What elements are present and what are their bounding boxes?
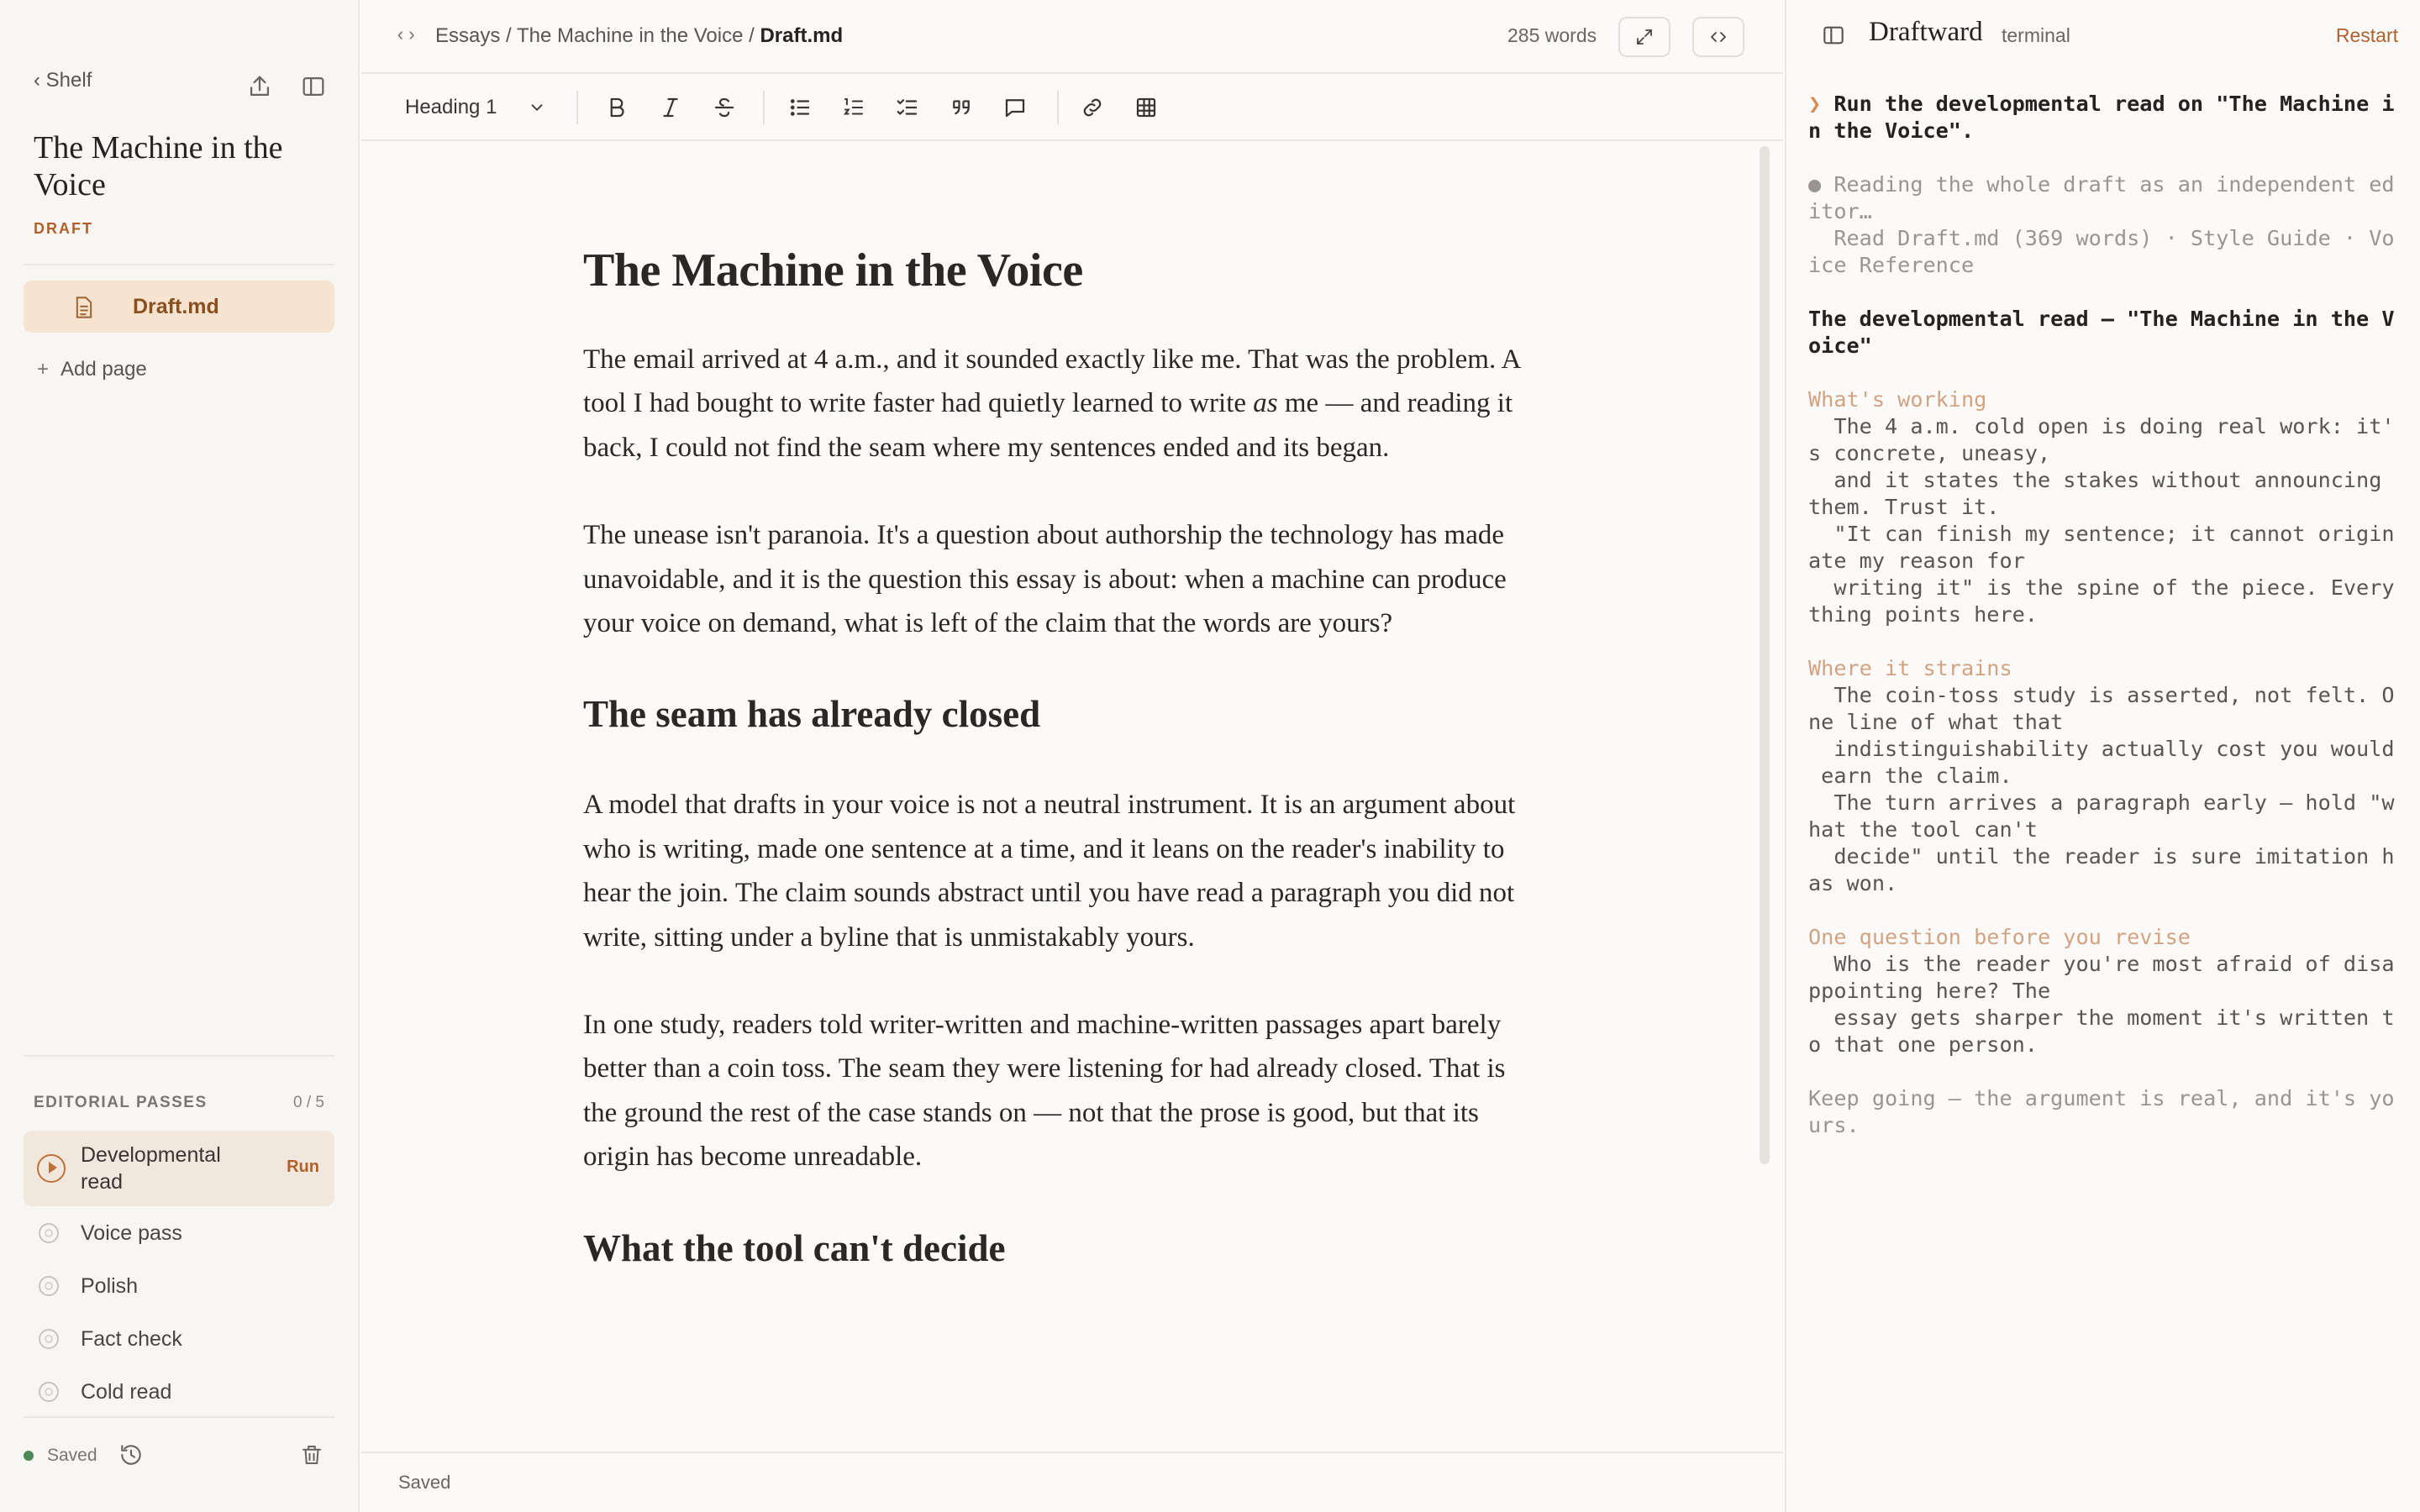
book-status-badge: DRAFT <box>34 220 93 237</box>
terminal-line: ate my reason for <box>1808 549 2025 573</box>
terminal-spacer <box>1808 1058 2413 1085</box>
pass-label: Fact check <box>81 1327 182 1351</box>
terminal-line: oice" <box>1808 333 1872 358</box>
left-sidebar <box>0 0 360 1512</box>
heading-select-value: Heading 1 <box>405 96 497 118</box>
passes-header <box>34 1094 324 1112</box>
restart-button[interactable]: Restart <box>2335 24 2398 46</box>
code-icon[interactable]: ‹› <box>395 25 418 46</box>
terminal-line: The coin-toss study is asserted, not felt. O <box>1808 683 2395 707</box>
terminal-spacer <box>1808 628 2413 655</box>
book-title: The Machine in the Voice <box>34 130 283 202</box>
section-heading[interactable]: The seam has already closed <box>583 693 1041 736</box>
terminal-output[interactable] <box>1808 91 2413 1139</box>
terminal-line: o that one person. <box>1808 1032 2038 1057</box>
paragraph[interactable] <box>583 338 1541 470</box>
add-page-label: Add page <box>60 358 147 381</box>
terminal-line: ice Reference <box>1808 253 1975 277</box>
editor-scrollbar[interactable] <box>1760 146 1770 1164</box>
passes-count: 0 / 5 <box>293 1094 324 1111</box>
terminal-line: writing it" is the spine of the piece. Every <box>1808 575 2395 600</box>
toolbar-separator <box>576 91 578 124</box>
editor-main <box>361 0 1783 1512</box>
emphasis-text: as <box>1253 388 1278 419</box>
terminal-line: thing points here. <box>1808 602 2038 627</box>
editor-topbar <box>361 0 1783 74</box>
terminal-line: Read Draft.md (369 words) · Style Guide · Vo <box>1808 226 2395 250</box>
breadcrumb-book[interactable]: The Machine in the Voice <box>516 24 744 47</box>
terminal-line: hat the tool can't <box>1808 817 2038 842</box>
page-item-label: Draft.md <box>133 294 219 318</box>
terminal-panel <box>1785 0 2420 1512</box>
circle-icon <box>39 1223 59 1243</box>
terminal-line: ● Reading the whole draft as an independent ed <box>1808 172 2395 197</box>
bullet-list-icon[interactable] <box>785 92 815 123</box>
italic-icon[interactable] <box>655 92 686 123</box>
pass-fact-check[interactable] <box>24 1326 334 1352</box>
quote-icon[interactable] <box>946 92 976 123</box>
breadcrumb: Essays / The Machine in the Voice / Draft.md <box>435 24 844 47</box>
terminal-line: Who is the reader you're most afraid of disa <box>1808 952 2395 976</box>
paragraph[interactable]: In one study, readers told writer-written and machine-written passages apart barely better than a coin toss. The seam they were listening for had already closed. That is the ground the rest of the case stands on — not that the prose is good, but that its origin has become unreadable. <box>583 1010 1506 1173</box>
expand-icon <box>1634 27 1655 47</box>
terminal-line: Where it strains <box>1808 656 2012 680</box>
terminal-line: urs. <box>1808 1113 1860 1137</box>
shelf-back-link[interactable]: ‹ Shelf <box>34 69 92 92</box>
plus-icon: + <box>37 358 50 381</box>
paragraph[interactable]: The unease isn't paranoia. It's a question about authorship the technology has made unavoidable, and it is the question this essay is about: when a machine can produce your voice on demand, what is left of the claim that the words are yours? <box>583 520 1507 639</box>
table-icon[interactable] <box>1131 92 1161 123</box>
saved-status-label: Saved <box>47 1446 97 1465</box>
pass-voice[interactable] <box>24 1220 334 1247</box>
upload-icon[interactable] <box>245 72 274 101</box>
panel-subtitle: terminal <box>2002 24 2070 46</box>
page-item-draft[interactable] <box>24 281 334 333</box>
word-count: 285 words <box>1507 24 1597 46</box>
code-icon <box>1708 27 1728 47</box>
terminal-spacer <box>1808 897 2413 924</box>
terminal-line: What's working <box>1808 387 1987 412</box>
terminal-line: The turn arrives a paragraph early — hold "w <box>1808 790 2395 815</box>
expand-button[interactable] <box>1618 17 1670 57</box>
toolbar-separator <box>1057 91 1059 124</box>
terminal-line: earn the claim. <box>1808 764 2012 788</box>
play-triangle <box>49 1162 57 1173</box>
circle-icon <box>39 1382 59 1402</box>
strikethrough-icon[interactable] <box>709 92 739 123</box>
breadcrumb-current: Draft.md <box>760 24 844 47</box>
passes-title: EDITORIAL PASSES <box>34 1094 208 1111</box>
terminal-line-text: Run the developmental read on "The Machine i <box>1821 92 2395 116</box>
sidebar-divider <box>24 264 334 265</box>
terminal-line: The developmental read — "The Machine in the V <box>1808 307 2395 331</box>
pass-label: Voice pass <box>81 1221 182 1245</box>
save-status: Saved <box>398 1472 451 1493</box>
document-canvas[interactable] <box>361 143 1773 1452</box>
sidebar-toggle-icon[interactable] <box>1820 22 1847 49</box>
terminal-line: Keep going — the argument is real, and it's yo <box>1808 1086 2395 1110</box>
heading-select[interactable] <box>395 89 555 126</box>
circle-icon <box>39 1276 59 1296</box>
terminal-spacer <box>1808 144 2413 171</box>
file-icon <box>74 296 94 319</box>
terminal-line: One question before you revise <box>1808 925 2191 949</box>
document-title[interactable]: The Machine in the Voice <box>583 244 1083 297</box>
terminal-line: n the Voice". <box>1808 118 1975 143</box>
source-view-button[interactable] <box>1692 17 1744 57</box>
run-pass-button[interactable]: Run <box>287 1158 319 1176</box>
terminal-line: indistinguishability actually cost you would <box>1808 737 2395 761</box>
document-body[interactable] <box>583 240 1541 1317</box>
section-heading[interactable]: What the tool can't decide <box>583 1226 1006 1269</box>
editor-statusbar <box>361 1452 1783 1512</box>
terminal-line: ne line of what that <box>1808 710 2064 734</box>
terminal-line: as won. <box>1808 871 1898 895</box>
terminal-spacer <box>1808 279 2413 306</box>
format-toolbar <box>361 74 1783 141</box>
terminal-line: "It can finish my sentence; it cannot origin <box>1808 522 2395 546</box>
history-icon[interactable] <box>118 1441 145 1468</box>
sidebar-divider <box>24 1055 334 1057</box>
sidebar-toggle-icon[interactable] <box>299 72 328 101</box>
link-icon[interactable] <box>1077 92 1107 123</box>
terminal-line: The 4 a.m. cold open is doing real work: it' <box>1808 414 2395 438</box>
pass-cold-read[interactable] <box>24 1378 334 1405</box>
terminal-line: itor… <box>1808 199 1872 223</box>
breadcrumb-essays[interactable]: Essays <box>435 24 501 47</box>
pass-label: Polish <box>81 1274 139 1298</box>
terminal-line: ppointing here? The <box>1808 979 2051 1003</box>
terminal-spacer <box>1808 360 2413 386</box>
terminal-line: s concrete, uneasy, <box>1808 441 2051 465</box>
panel-title: Draftward <box>1869 17 1983 47</box>
pass-label: Cold read <box>81 1380 172 1404</box>
trash-icon[interactable] <box>299 1441 324 1468</box>
sidebar-footer-divider <box>24 1416 334 1418</box>
terminal-line: and it states the stakes without announcing <box>1808 468 2382 492</box>
terminal-line <box>1808 91 2413 118</box>
terminal-line: them. Trust it. <box>1808 495 2000 519</box>
toolbar-separator <box>763 91 765 124</box>
checklist-icon[interactable] <box>892 92 923 123</box>
paragraph[interactable]: A model that drafts in your voice is not a neutral instrument. It is an argument about who is writing, made one sentence at a time, and it leans on the reader's inability to hear the join. The claim sounds abstract until you have read a paragraph you did not write, sitting under a byline that is unmistakably yours. <box>583 790 1516 953</box>
pass-label: Developmental read <box>81 1143 221 1194</box>
add-page-button[interactable] <box>37 358 147 381</box>
pass-polish[interactable] <box>24 1273 334 1299</box>
terminal-line: decide" until the reader is sure imitation h <box>1808 844 2395 869</box>
terminal-line: essay gets sharper the moment it's written t <box>1808 1005 2395 1030</box>
paragraph-text: me — and reading it back, I could not find the seam where my sentences ended and its began. <box>583 388 1513 463</box>
circle-icon <box>39 1329 59 1349</box>
saved-status-dot <box>24 1451 34 1461</box>
paragraph-text: The email arrived at 4 a.m., and it sounded exactly like me. That was the problem. A tool I had bought to write faster had quietly learned to write <box>583 344 1520 419</box>
numbered-list-icon[interactable] <box>839 92 869 123</box>
chevron-down-icon <box>528 98 546 117</box>
bold-icon[interactable] <box>602 92 632 123</box>
pass-developmental-read[interactable] <box>24 1131 334 1206</box>
prompt-glyph: ❯ <box>1808 92 1822 116</box>
comment-icon[interactable] <box>1000 92 1030 123</box>
shelf-label: Shelf <box>45 69 92 92</box>
